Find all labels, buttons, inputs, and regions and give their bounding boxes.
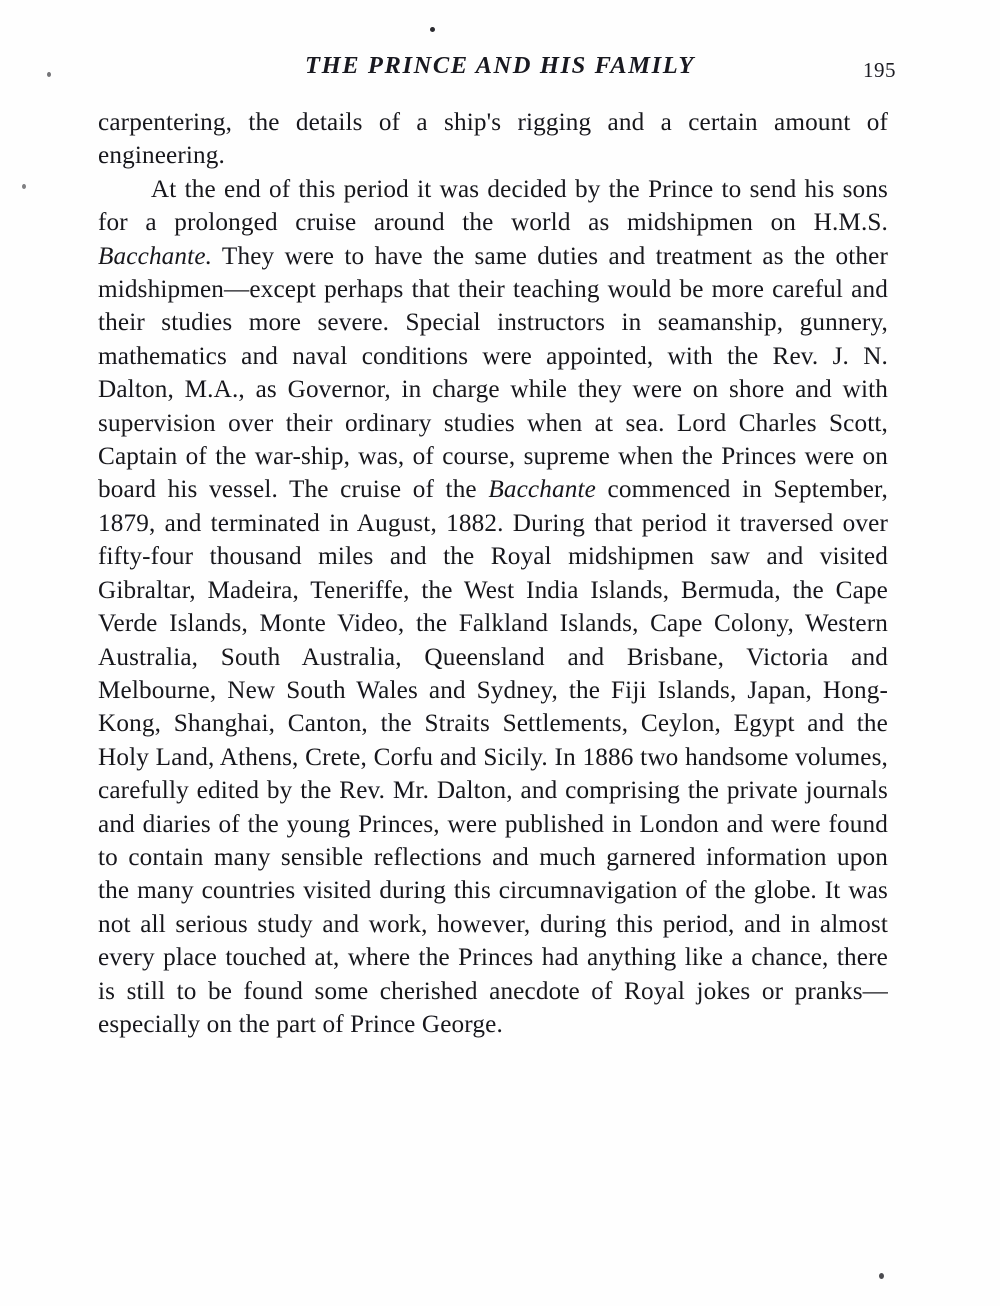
italic-text: Bacchante [488,476,596,504]
text-run: carpentering, the details of a ship's rigging and a certain amount of engineering. [98,109,888,170]
paragraph [98,173,888,1042]
body-text [98,106,888,1041]
italic-text: Bacchante. [98,242,213,270]
ink-speck-icon [22,184,26,189]
ink-speck-icon [430,27,435,32]
paragraph [98,106,888,173]
text-run: commenced in September, 1879, and terminated in August, 1882. During that period it traversed over fifty-four thousand miles and the Royal midshipmen saw and visited Gibraltar, Madeira, Teneriffe, the West India Islands, Bermuda, the Cape Verde Islands, Monte Video, the Falkland Islands, Cape Colony, Western Australia, South Australia, Queensland and Brisbane, Victoria and Melbourne, New South Wales and Sydney, the Fiji Islands, Japan, Hong-Kong, Shanghai, Canton, the Straits Settlements, Ceylon, Egypt and the Holy Land, Athens, Crete, Corfu and Sicily. In 1886 two handsome volumes, carefully edited by the Rev. Mr. Dalton, and comprising the private journals and diaries of the young Princes, were published in London and were found to contain many sensible reflections and much garnered information upon the many countries visited during this circumnavigation of the globe. It was not all serious study and work, however, during this period, and in almost every place touched at, where the Princes had anything like a chance, there is still to be found some cherished anecdote of Royal jokes or pranks—especially on the part of Prince George. [98,476,889,1038]
page-header [0,52,1000,88]
text-run: They were to have the same duties and treatment as the other midshipmen—except perhaps that their teaching would be more careful and their studies more severe. Special instructors in seamanship, gunnery, mathematics and naval conditions were appointed, with the Rev. J. N. Dalton, M.A., as Governor, in charge while they were on shore and with supervision over their ordinary studies when at sea. Lord Charles Scott, Captain of the war-ship, was, of course, supreme when the Princes were on board his vessel. The cruise of the [98,242,888,504]
ink-speck-icon [879,1273,884,1279]
running-head-title: THE PRINCE AND HIS FAMILY [305,52,695,79]
text-run: At the end of this period it was decided by the Prince to send his sons for a prolonged cruise around the world as midshipmen on H.M.S. [98,175,888,237]
page-number: 195 [863,58,896,82]
